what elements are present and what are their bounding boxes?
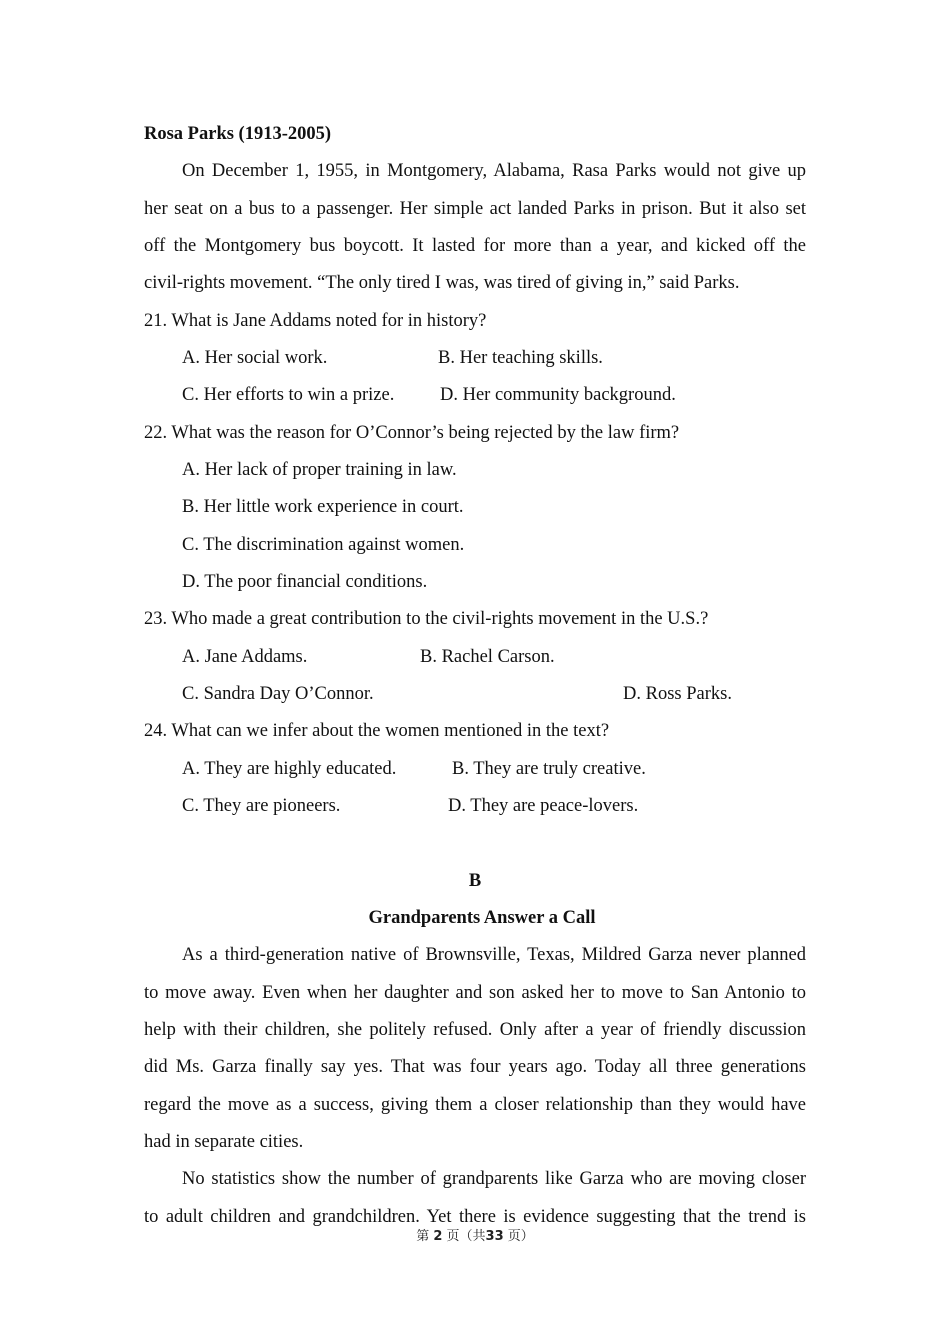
paragraph-line: did Ms. Garza finally say yes. That was four years ago. Today all three generations [144,1057,806,1077]
paragraph-line: No statistics show the number of grandparents like Garza who are moving closer [182,1169,806,1189]
option-d: D. They are peace-lovers. [448,796,639,816]
question-stem: 24. What can we infer about the women mentioned in the text? [144,721,610,741]
page-number: 2 [433,1229,443,1244]
option-b: B. Her little work experience in court. [182,497,464,517]
page-footer [0,1229,950,1245]
paragraph-line: to adult children and grandchildren. Yet there is evidence suggesting that the trend is [144,1207,806,1227]
option-b: B. Rachel Carson. [420,647,555,667]
paragraph-line: had in separate cities. [144,1132,304,1152]
paragraph-line: off the Montgomery bus boycott. It lasted for more than a year, and kicked off the [144,236,806,256]
section-heading: Rosa Parks (1913-2005) [144,124,332,144]
footer-middle: 页（共 [446,1229,486,1244]
footer-prefix: 第 [416,1229,430,1244]
paragraph-line: On December 1, 1955, in Montgomery, Alabama, Rasa Parks would not give up [182,161,806,181]
total-pages: 33 [485,1229,504,1244]
paragraph-line: her seat on a bus to a passenger. Her simple act landed Parks in prison. But it also set [144,199,806,219]
paragraph-line: to move away. Even when her daughter and son asked her to move to San Antonio to [144,983,806,1003]
option-c: C. Sandra Day O’Connor. [182,684,374,704]
option-b: B. They are truly creative. [452,759,646,779]
paragraph-line: As a third-generation native of Brownsville, Texas, Mildred Garza never planned [182,945,806,965]
footer-suffix: 页） [507,1229,534,1244]
passage-title: Grandparents Answer a Call [368,908,596,928]
option-a: A. Her social work. [182,348,328,368]
option-c: C. They are pioneers. [182,796,341,816]
option-c: C. The discrimination against women. [182,535,465,555]
section-letter: B [468,871,482,891]
option-c: C. Her efforts to win a prize. [182,385,395,405]
question-stem: 23. Who made a great contribution to the civil-rights movement in the U.S.? [144,609,709,629]
option-a: A. Jane Addams. [182,647,308,667]
option-a: A. Her lack of proper training in law. [182,460,457,480]
option-a: A. They are highly educated. [182,759,397,779]
paragraph-line: regard the move as a success, giving them a closer relationship than they would have [144,1095,806,1115]
paragraph-line: civil-rights movement. “The only tired I was, was tired of giving in,” said Parks. [144,273,740,293]
option-b: B. Her teaching skills. [438,348,603,368]
option-d: D. Her community background. [440,385,676,405]
option-d: D. Ross Parks. [623,684,732,704]
paragraph-line: help with their children, she politely refused. Only after a year of friendly discussion [144,1020,806,1040]
option-d: D. The poor financial conditions. [182,572,428,592]
question-stem: 22. What was the reason for O’Connor’s being rejected by the law firm? [144,423,680,443]
question-stem: 21. What is Jane Addams noted for in history? [144,311,487,331]
